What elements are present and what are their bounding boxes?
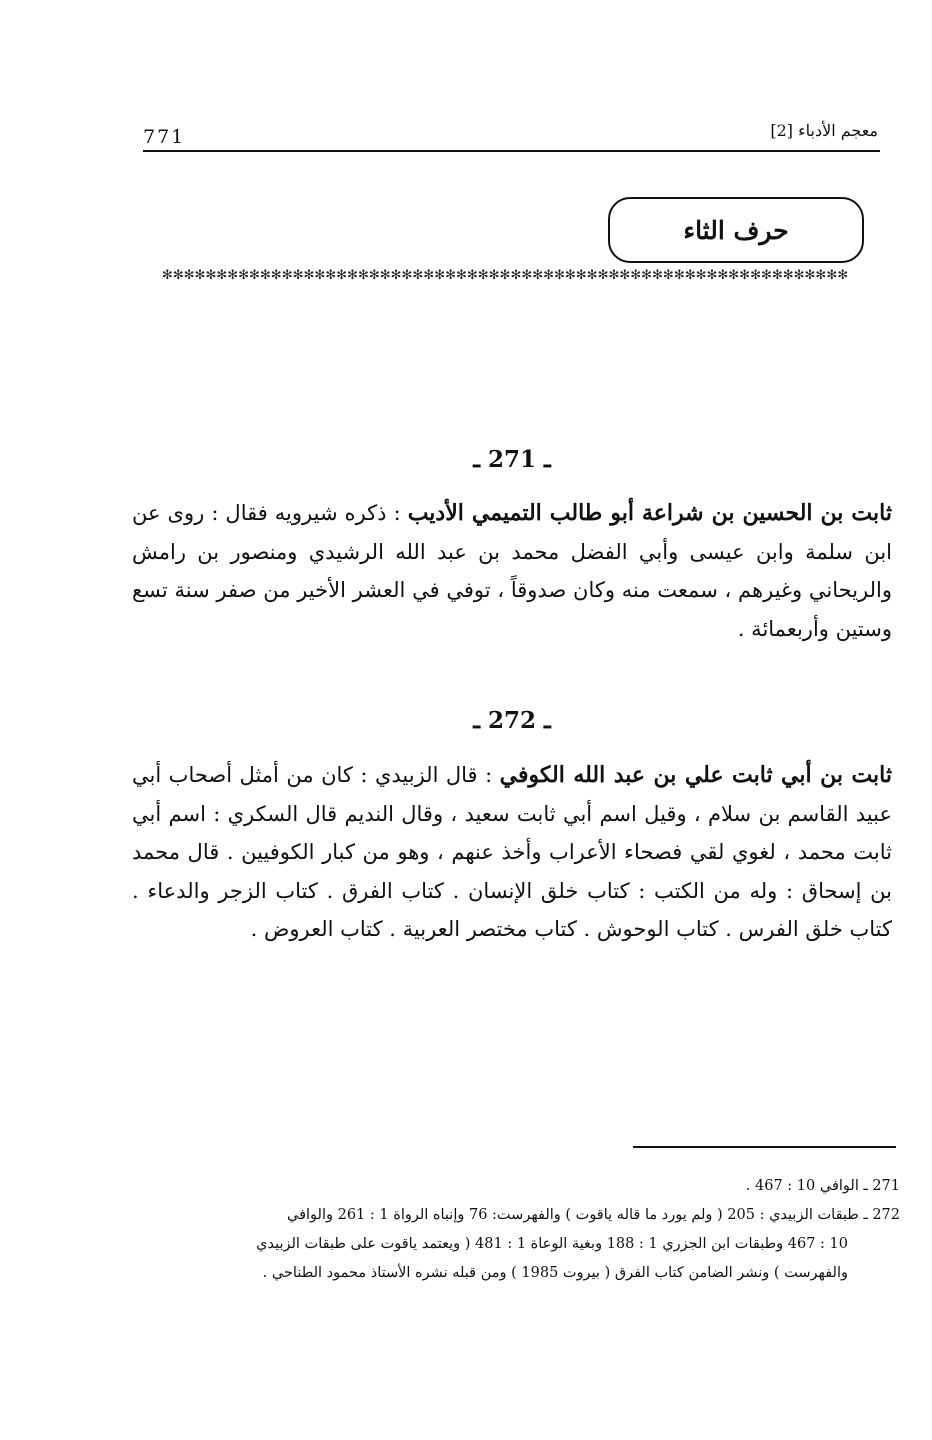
section-title: حرف الثاء: [683, 215, 789, 245]
entry-name: ثابت بن الحسين بن شراعة أبو طالب التميمي الأديب: [407, 500, 892, 526]
page-number: 771: [143, 126, 186, 148]
entry-text: : قال الزبيدي : كان من أمثل أصحاب أبي عبيد القاسم بن سلام ، وقيل اسم أبي ثابت سعيد ، وقال النديم قال السكري : اسم أبي ثابت محمد ، لغوي لقي فصحاء الأعراب وأخذ عنهم ، وهو من كبار الكوفيين . قال محمد بن إسحاق : وله من الكتب : كتاب خلق الإنسان . كتاب الفرق . كتاب الزجر والدعاء . كتاب خلق الفرس . كتاب الوحوش . كتاب مختصر العربية . كتاب العروض .: [132, 763, 892, 941]
header-rule: [143, 150, 880, 152]
entry-body: [132, 494, 892, 648]
footnote-rule: [633, 1146, 896, 1148]
section-title-box: [608, 197, 864, 263]
entry-text: : ذكره شيرويه فقال : روى عن ابن سلمة وابن عيسى وأبي الفضل محمد بن عبد الله الرشيدي ومنصور بن رامش والريحاني وغيرهم ، سمعت منه وكان صدوقاً ، توفي في العشر الأخير من صفر سنة تسع وستين وأربعمائة .: [132, 501, 892, 641]
book-title: معجم الأدباء [2]: [770, 121, 878, 140]
entry-number: ـ 272 ـ: [473, 707, 551, 734]
footnote: 272 ـ طبقات الزبيدي : 205 ( ولم يورد ما قاله ياقوت ) والفهرست: 76 وإنباه الرواة 1 : 261 والوافي: [286, 1207, 900, 1223]
footnotes: [150, 1172, 900, 1288]
star-divider: ✻✻✻✻✻✻✻✻✻✻✻✻✻✻✻✻✻✻✻✻✻✻✻✻✻✻✻✻✻✻✻✻✻✻✻✻✻✻✻✻✻✻✻✻✻✻✻✻✻✻✻✻✻✻✻✻✻✻✻✻✻✻✻: [161, 268, 849, 283]
footnote-continuation: 10 : 467 وطبقات ابن الجزري 1 : 188 وبغية الوعاة 1 : 481 ( ويعتمد ياقوت على طبقات الزبيدي: [256, 1236, 848, 1252]
footnote-continuation: والفهرست ) ونشر الضامن كتاب الفرق ( بيروت 1985 ) ومن قبله نشره الأستاذ محمود الطناحي .: [262, 1265, 848, 1281]
footnote: 271 ـ الوافي 10 : 467 .: [745, 1178, 900, 1194]
entry-body: [132, 756, 892, 949]
entry-number: ـ 271 ـ: [473, 446, 551, 473]
entry-name: ثابت بن أبي ثابت علي بن عبد الله الكوفي: [499, 762, 892, 788]
